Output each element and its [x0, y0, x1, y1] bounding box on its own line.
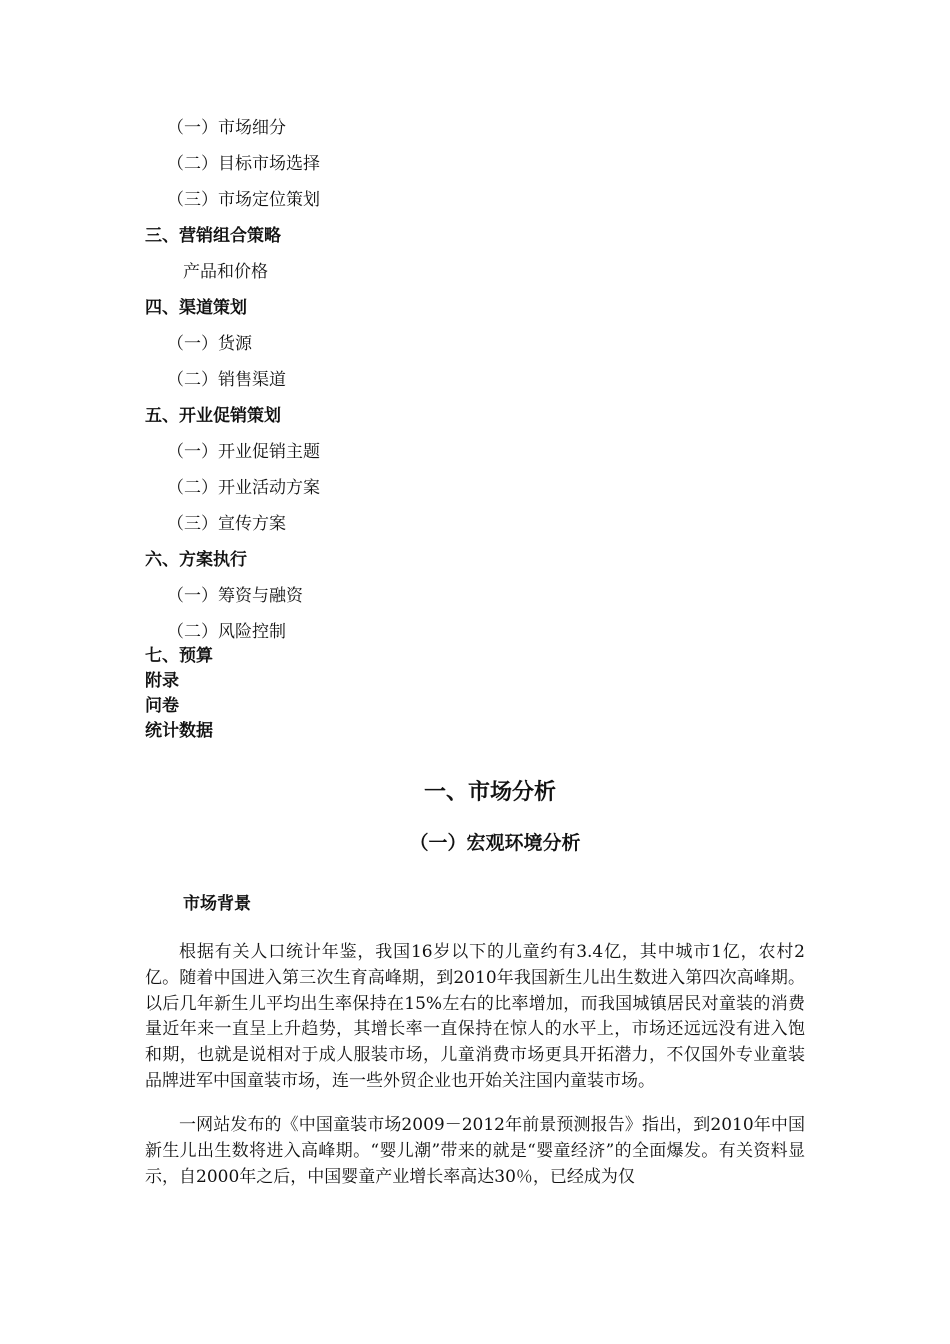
toc-item: （二）销售渠道	[167, 370, 286, 390]
toc-item: （三）市场定位策划	[167, 190, 320, 210]
section-subtitle: （一）宏观环境分析	[409, 832, 581, 854]
section-title: 一、市场分析	[423, 780, 556, 805]
toc-heading: 七、预算	[145, 646, 213, 666]
body-paragraph: 一网站发布的《中国童装市场2009－2012年前景预测报告》指出，到2010年中国新生儿出生数将进入高峰期。“婴儿潮”带来的就是“婴童经济”的全面爆发。有关资料显示，自2000年之后，中国婴童产业增长率高达30％，已经成为仅	[145, 1115, 805, 1187]
toc-heading: 附录	[145, 671, 179, 691]
toc-heading: 三、营销组合策略	[145, 226, 281, 246]
toc-item: 产品和价格	[183, 262, 268, 282]
toc-heading: 五、开业促销策划	[145, 406, 281, 426]
toc-item: （一）筹资与融资	[167, 586, 303, 606]
toc-heading: 六、方案执行	[145, 550, 247, 570]
section-heading: 市场背景	[183, 894, 251, 914]
toc-heading: 问卷	[145, 696, 179, 716]
toc-item: （一）开业促销主题	[167, 442, 320, 462]
toc-item: （二）风险控制	[167, 622, 286, 642]
toc-item: （一）货源	[167, 334, 252, 354]
body-paragraph: 根据有关人口统计年鉴，我国16岁以下的儿童约有3.4亿，其中城市1亿，农村2亿。随着中国进入第三次生育高峰期，到2010年我国新生儿出生数进入第四次高峰期。以后几年新生儿平均出生率保持在15%左右的比率增加，而我国城镇居民对童装的消费量近年来一直呈上升趋势，其增长率一直保持在惊人的水平上，市场还远远没有进入饱和期，也就是说相对于成人服装市场，儿童消费市场更具开拓潜力，不仅国外专业童装品牌进军中国童装市场，连一些外贸企业也开始关注国内童装市场。	[145, 942, 805, 1091]
toc-item: （二）目标市场选择	[167, 154, 320, 174]
toc-item: （一）市场细分	[167, 118, 286, 138]
toc-item: （三）宣传方案	[167, 514, 286, 534]
toc-heading: 统计数据	[145, 721, 213, 741]
toc-heading: 四、渠道策划	[145, 298, 247, 318]
toc-item: （二）开业活动方案	[167, 478, 320, 498]
